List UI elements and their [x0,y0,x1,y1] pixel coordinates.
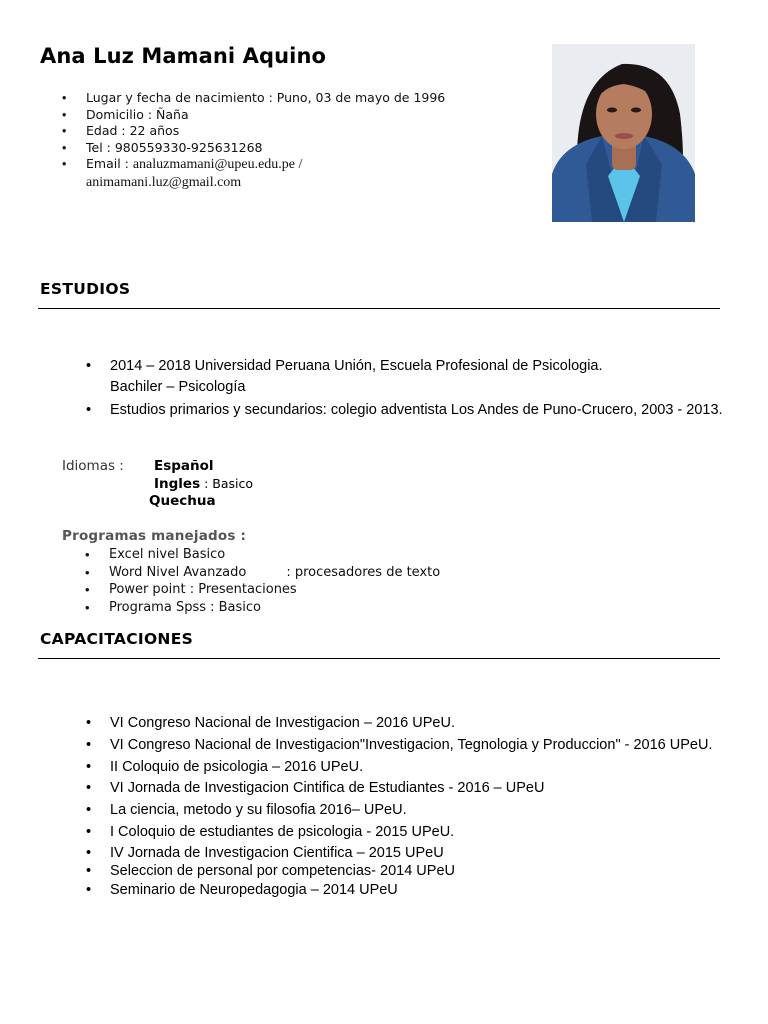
list-item: • VI Jornada de Investigacion Cintifica de Estudiantes - 2016 – UPeU [110,778,712,800]
section-title-training: CAPACITACIONES [40,630,194,648]
cv-name: Ana Luz Mamani Aquino [40,44,327,68]
list-item: • IV Jornada de Investigacion Cientifica – 2015 UPeU [110,844,712,862]
program-name: Word Nivel Avanzado [109,564,247,580]
list-item: • Power point : Presentaciones [109,581,440,599]
address-info: • Domicilio : Ñaña [86,107,445,124]
list-item [110,356,723,400]
email-secondary[interactable]: animamani.luz@gmail.com [86,174,242,190]
email-info [86,156,445,174]
programs-label: Programas manejados : [62,528,247,544]
list-item: • La ciencia, metodo y su filosofia 2016– UPeU. [110,800,712,822]
birth-info: • Lugar y fecha de nacimiento : Puno, 03 de mayo de 1996 [86,90,445,107]
study-line: • 2014 – 2018 Universidad Peruana Unión, Escuela Profesional de Psicologia. [110,358,603,374]
language-english-name: Ingles [154,476,201,492]
phone-info: • Tel : 980559330-925631268 [86,140,445,157]
language-english-level: : Basico [200,476,254,491]
list-item: • VI Congreso Nacional de Investigacion"Investigacion, Tegnologia y Produccion" - 2016 UPeU. [110,735,712,757]
list-item: • Seleccion de personal por competencias- 2014 UPeU [110,862,712,880]
personal-info-list [86,90,445,191]
age-info: • Edad : 22 años [86,123,445,140]
list-item: • I Coloquio de estudiantes de psicologia - 2015 UPeU. [110,822,712,844]
list-item: • Seminario de Neuropedagogia – 2014 UPeU [110,880,712,902]
profile-photo [552,44,695,222]
study-degree: Bachiler – Psicología [110,379,246,395]
section-title-studies: ESTUDIOS [40,280,131,298]
email-label: Email : [86,156,133,172]
email-primary[interactable]: analuzmamani@upeu.edu.pe / [132,157,303,173]
study-line: • Estudios primarios y secundarios: colegio adventista Los Andes de Puno-Crucero, 2003 - 2013. [110,402,723,418]
list-item: • VI Congreso Nacional de Investigacion – 2016 UPeU. [110,713,712,735]
list-item [109,564,440,582]
studies-list [110,356,723,421]
language-spanish: Español [154,458,214,474]
section-divider [38,658,720,659]
training-list [110,713,712,902]
programs-list [109,546,440,616]
section-divider [38,308,720,309]
language-english [154,476,253,492]
program-note: : procesadores de texto [286,564,441,580]
list-item [110,400,723,421]
language-quechua: Quechua [149,493,216,509]
list-item: • Excel nivel Basico [109,546,440,564]
portrait-image [552,44,695,222]
list-item: • II Coloquio de psicologia – 2016 UPeU. [110,757,712,779]
languages-label: Idiomas : [62,458,124,474]
list-item: • Programa Spss : Basico [109,599,440,617]
